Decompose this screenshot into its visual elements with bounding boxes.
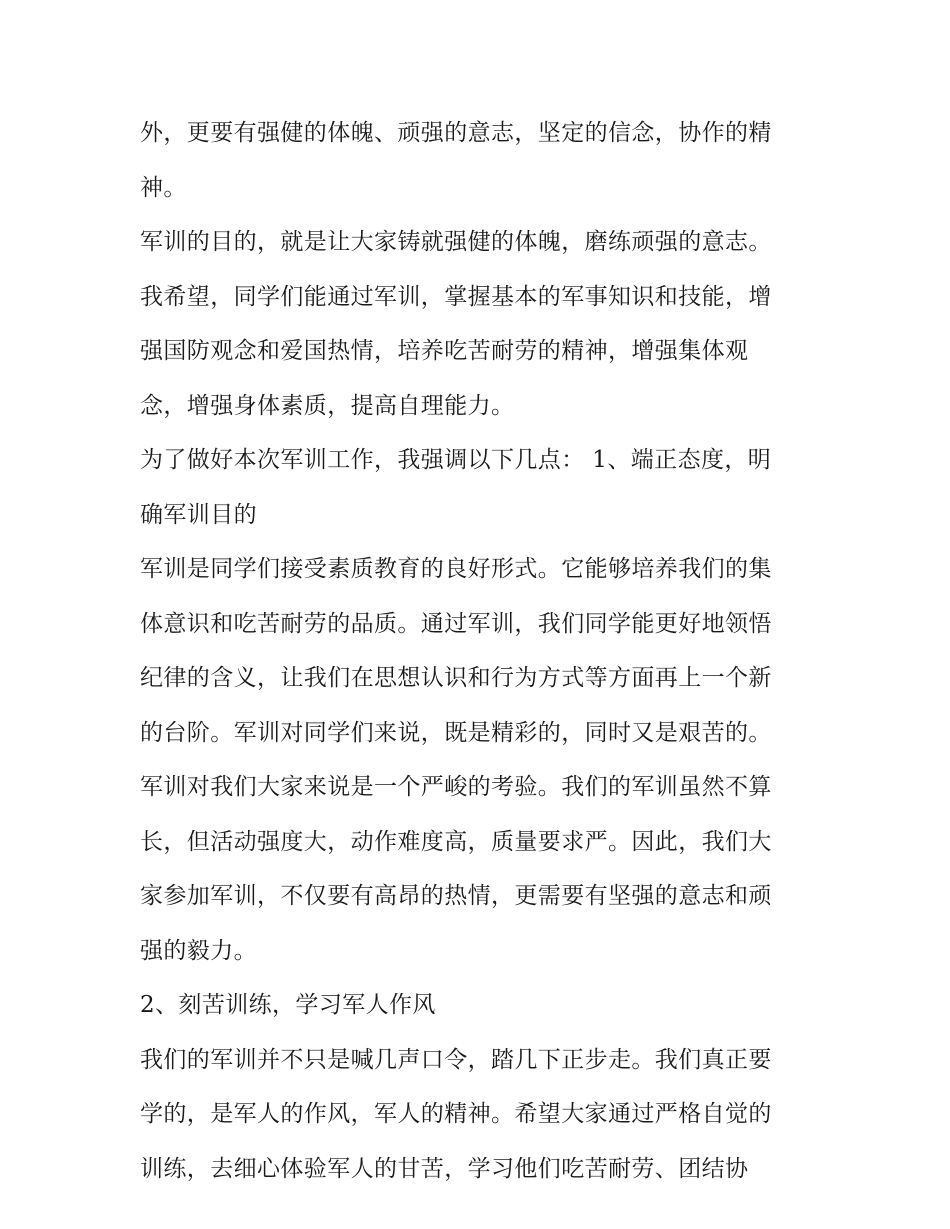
document-body <box>140 106 820 1196</box>
text-line: 强的毅力。 <box>140 937 257 964</box>
text-line: 为了做好本次军训工作，我强调以下几点： 1、端正态度，明 <box>140 447 772 473</box>
text-line: 长，但活动强度大，动作难度高，质量要求严。因此，我们大 <box>140 828 772 855</box>
text-line: 家参加军训，不仅要有高昂的热情，更需要有坚强的意志和顽 <box>140 883 772 909</box>
text-line: 我希望，同学们能通过军训，掌握基本的军事知识和技能，增 <box>140 283 772 310</box>
text-line: 军训是同学们接受素质教育的良好形式。它能够培养我们的集 <box>140 556 772 582</box>
text-line: 体意识和吃苦耐劳的品质。通过军训，我们同学能更好地领悟 <box>140 610 772 637</box>
text-line: 我们的军训并不只是喊几声口令，踏几下正步走。我们真正要 <box>140 1046 772 1073</box>
text-line: 纪律的含义，让我们在思想认识和行为方式等方面再上一个新 <box>140 665 772 691</box>
text-line: 的台阶。军训对同学们来说，既是精彩的，同时又是艰苦的。 <box>140 719 772 746</box>
text-line: 训练，去细心体验军人的甘苦，学习他们吃苦耐劳、团结协 <box>140 1155 749 1182</box>
text-line: 学的，是军人的作风，军人的精神。希望大家通过严格自觉的 <box>140 1101 772 1127</box>
text-line: 念，增强身体素质，提高自理能力。 <box>140 392 515 419</box>
text-line: 神。 <box>140 174 187 201</box>
text-line: 外，更要有强健的体魄、顽强的意志，坚定的信念，协作的精 <box>140 120 772 146</box>
text-line: 强国防观念和爱国热情，培养吃苦耐劳的精神，增强集体观 <box>140 338 749 364</box>
text-line: 确军训目的 <box>140 501 257 528</box>
text-line: 军训的目的，就是让大家铸就强健的体魄，磨练顽强的意志。 <box>140 229 772 255</box>
text-line: 2、刻苦训练，学习军人作风 <box>140 992 436 1018</box>
text-line: 军训对我们大家来说是一个严峻的考验。我们的军训虽然不算 <box>140 774 772 800</box>
